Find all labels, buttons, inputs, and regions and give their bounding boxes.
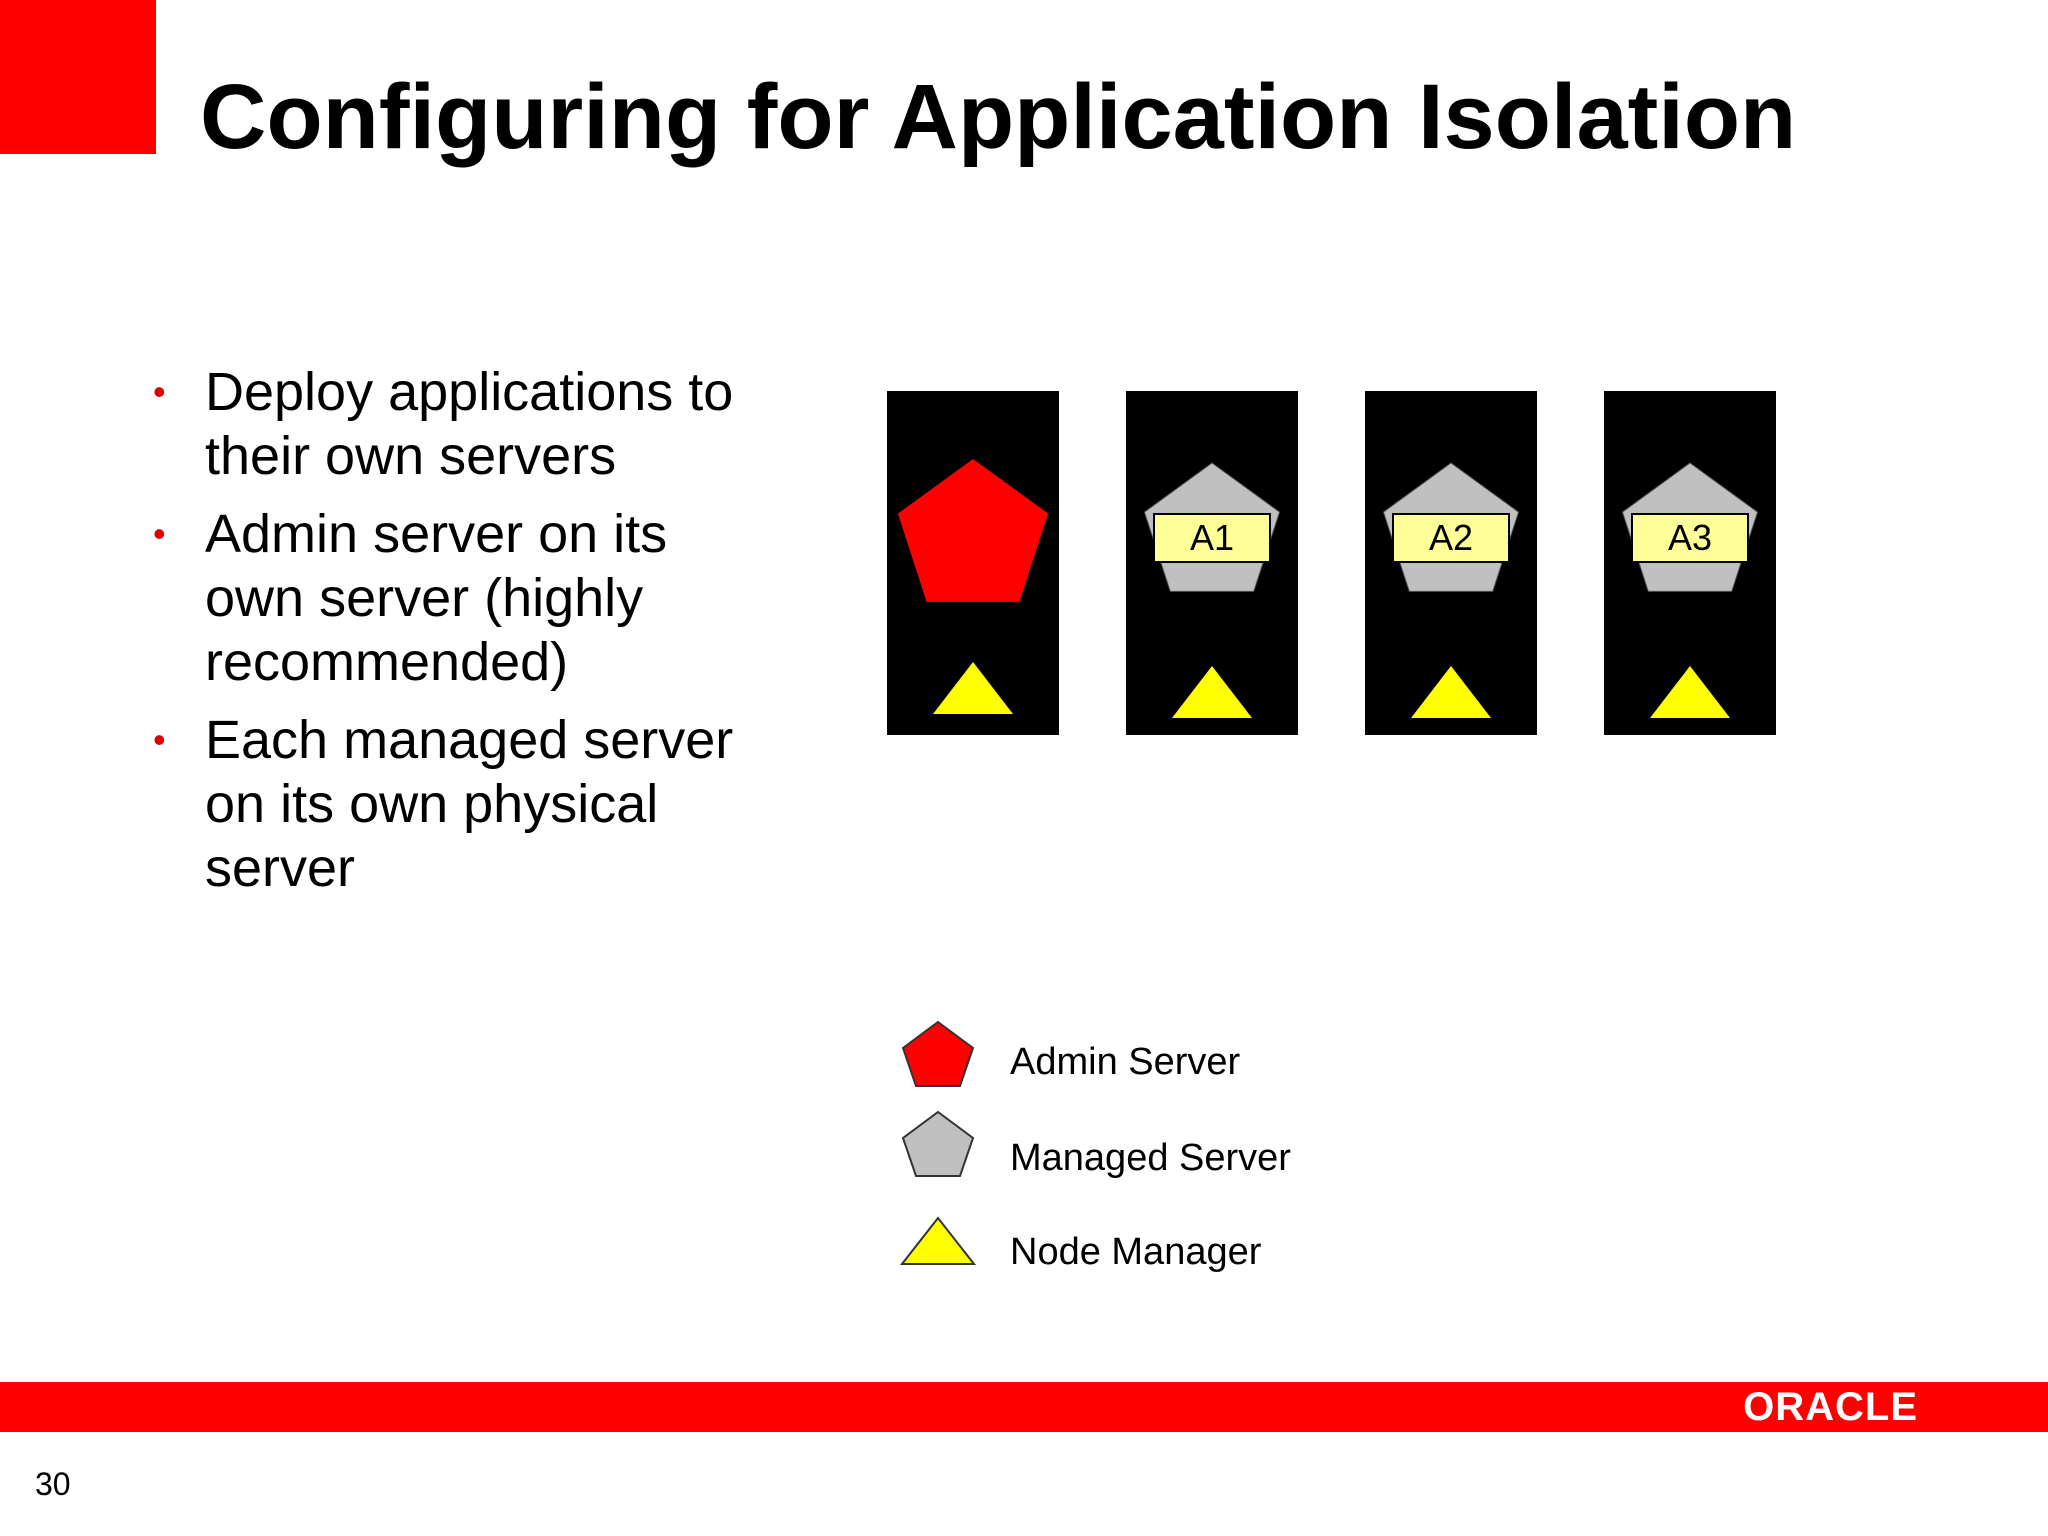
legend-admin-server-icon	[903, 1022, 973, 1086]
machine-box	[887, 391, 1059, 735]
brand-logo: ORACLE	[1743, 1385, 1918, 1429]
machine-box	[1126, 391, 1298, 735]
legend-node-manager-label: Node Manager	[1010, 1231, 1262, 1273]
machine-box	[1365, 391, 1537, 735]
bullet-item: • Admin server on its own server (highly recommended)	[150, 502, 750, 694]
footer-bar	[0, 1382, 2048, 1432]
bullet-item: • Deploy applications to their own servers	[150, 360, 750, 488]
machine-box	[1604, 391, 1776, 735]
page-number: 30	[35, 1466, 71, 1502]
legend-node-manager-icon	[902, 1218, 974, 1264]
bullet-item: • Each managed server on its own physical server	[150, 708, 750, 900]
legend	[902, 1022, 1291, 1273]
app-label: A3	[1667, 517, 1713, 558]
page-title: Configuring for Application Isolation	[200, 66, 1797, 168]
legend-admin-server-label: Admin Server	[1010, 1041, 1241, 1083]
app-label: A1	[1189, 517, 1235, 558]
machines-group	[887, 391, 1776, 735]
legend-managed-server-icon	[903, 1112, 973, 1176]
legend-managed-server-label: Managed Server	[1010, 1137, 1291, 1179]
app-label: A2	[1428, 517, 1474, 558]
